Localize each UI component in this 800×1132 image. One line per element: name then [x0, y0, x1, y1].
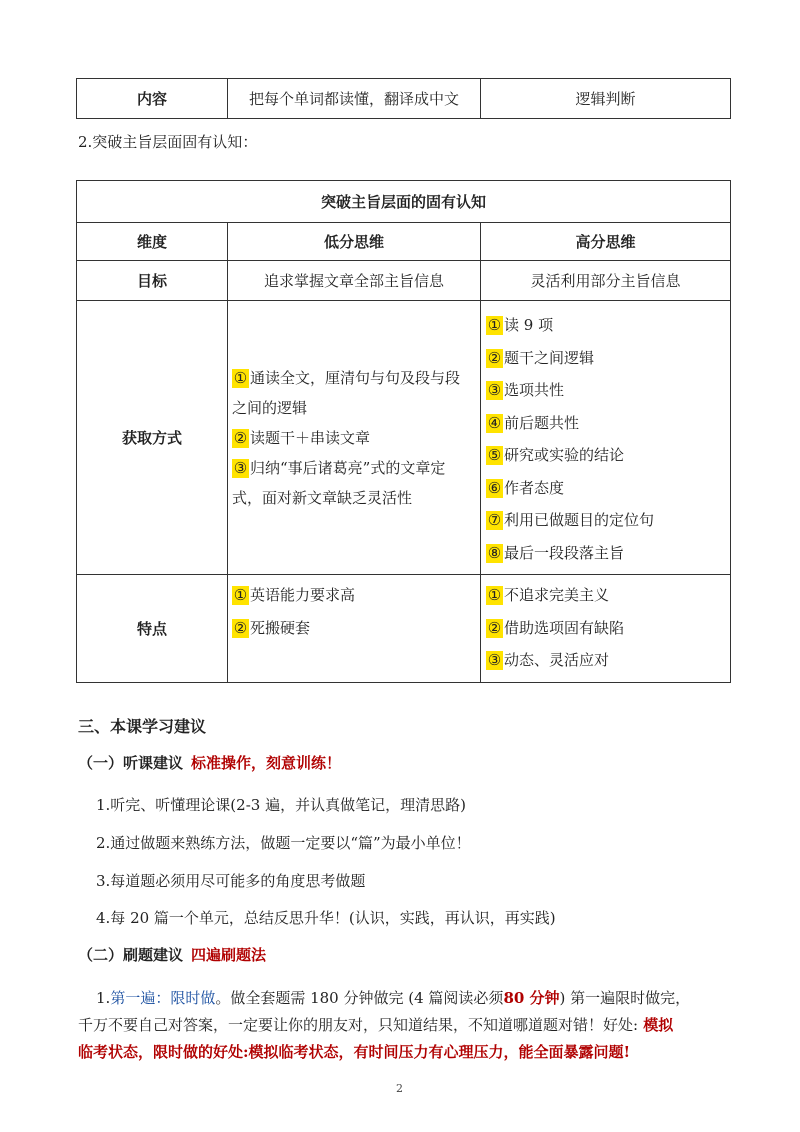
list-item: ③ 选项共性: [487, 381, 565, 399]
advice-item: 3.每道题必须用尽可能多的角度思考做题: [96, 872, 366, 890]
method-low: [228, 301, 481, 575]
section-heading: 2.突破主旨层面固有认知：: [78, 133, 258, 151]
header-dimension: 维度: [77, 223, 228, 261]
feature-label: 特点: [77, 575, 228, 683]
goal-low: 追求掌握文章全部主旨信息: [228, 261, 481, 301]
list-item: ① 通读全文，厘清句与句及段与段: [233, 368, 461, 387]
advice-item: 2.通过做题来熟练方法，做题一定要以“篇”为最小单位！: [96, 834, 471, 852]
table-title: 突破主旨层面的固有认知: [77, 181, 731, 223]
list-item: ① 读 9 项: [487, 316, 554, 334]
low-cell: 把每个单词都读懂，翻译成中文: [228, 79, 481, 119]
list-item: ① 英语能力要求高: [233, 586, 356, 604]
header-high: 高分思维: [481, 223, 731, 261]
list-item: 式，面对新文章缺乏灵活性: [232, 488, 413, 507]
advice-item: 1.听完、听懂理论课(2-3 遍，并认真做笔记，理清思路): [96, 796, 466, 814]
list-item: ① 不追求完美主义: [487, 586, 610, 604]
list-item: ④ 前后题共性: [487, 413, 580, 432]
list-item: ② 题干之间逻辑: [487, 348, 595, 367]
final-paragraph: 1.第一遍：限时做。做全套题需 180 分钟做完 (4 篇阅读必须80 分钟) 第一遍限时做完， 千万不要自己对答案，一定要让你的朋友对，只知道结果，不知道哪道题对错！好处: 模拟 临考状态，限时做的好处:模拟临考状态，有时间压力有心理压力，能全面暴露问题!: [78, 989, 691, 1061]
section3-heading: 三、本课学习建议: [78, 717, 207, 736]
list-item: ③ 动态、灵活应对: [487, 651, 610, 669]
list-item: ② 借助选项固有缺陷: [487, 618, 625, 637]
sub-heading-1: （一）听课建议 标准操作，刻意训练！: [78, 754, 342, 772]
list-item: ⑧ 最后一段段落主旨: [487, 543, 625, 562]
list-item: ⑥ 作者态度: [487, 478, 565, 497]
page-number: 2: [396, 1082, 403, 1095]
header-low: 低分思维: [228, 223, 481, 261]
goal-high: 灵活利用部分主旨信息: [481, 261, 731, 301]
main-table: [76, 180, 731, 683]
list-item: ⑤ 研究或实验的结论: [487, 446, 625, 464]
list-item: ② 读题干＋串读文章: [233, 428, 371, 447]
row-label: 内容: [77, 79, 228, 119]
list-item: ⑦ 利用已做题目的定位句: [487, 511, 655, 529]
list-item: ② 死搬硬套: [233, 618, 311, 637]
list-item: ③ 归纳“事后诸葛亮”式的文章定: [233, 458, 446, 477]
feature-high: [481, 575, 731, 683]
advice-item: 4.每 20 篇一个单元，总结反思升华！(认识，实践，再认识，再实践): [96, 909, 556, 927]
method-label: 获取方式: [77, 301, 228, 575]
list-item: 之间的逻辑: [232, 398, 308, 417]
feature-low: [228, 575, 481, 683]
high-cell: 逻辑判断: [481, 79, 731, 119]
sub-heading-2: （二）刷题建议 四遍刷题法: [78, 946, 267, 964]
top-table: [76, 78, 731, 119]
method-high: [481, 301, 731, 575]
goal-label: 目标: [77, 261, 228, 301]
